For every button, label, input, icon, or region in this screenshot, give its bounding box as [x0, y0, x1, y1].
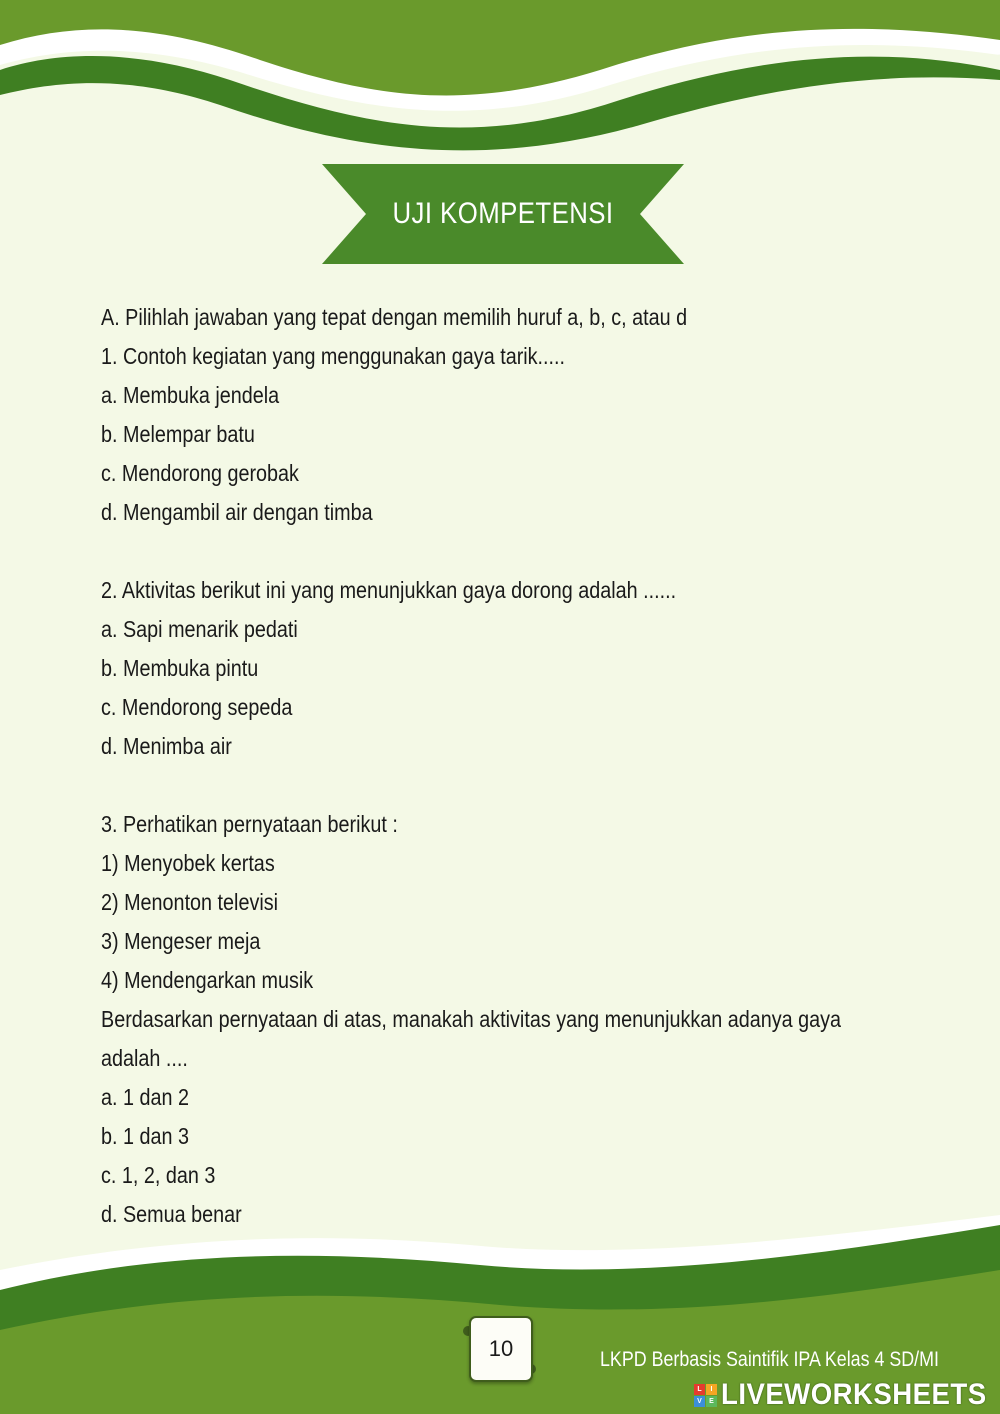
question-2-option-d[interactable]: d. Menimba air	[101, 733, 232, 759]
worksheet-content	[101, 298, 901, 1234]
page-number: 10	[469, 1316, 533, 1382]
liveworksheets-logo-icon	[694, 1384, 717, 1407]
liveworksheets-wordmark: LIVEWORKSHEETS	[721, 1378, 987, 1411]
logo-letter-i: I	[706, 1384, 717, 1395]
question-3-option-b[interactable]: b. 1 dan 3	[101, 1123, 189, 1149]
question-3-option-d[interactable]: d. Semua benar	[101, 1201, 242, 1227]
question-2-option-a[interactable]: a. Sapi menarik pedati	[101, 616, 298, 642]
footer-caption: LKPD Berbasis Saintifik IPA Kelas 4 SD/MI	[600, 1348, 939, 1371]
question-3-statement-3: 3) Mengeser meja	[101, 928, 261, 954]
question-2-text: 2. Aktivitas berikut ini yang menunjukkan gaya dorong adalah ......	[101, 577, 677, 603]
question-3-prompt-line-2: adalah ....	[101, 1045, 188, 1071]
question-3-statement-2: 2) Menonton televisi	[101, 889, 279, 915]
section-title: UJI KOMPETENSI	[392, 197, 614, 230]
question-3-option-a[interactable]: a. 1 dan 2	[101, 1084, 189, 1110]
spacer	[101, 532, 901, 571]
question-3-text: 3. Perhatikan pernyataan berikut :	[101, 811, 398, 837]
question-3-prompt-line-1: Berdasarkan pernyataan di atas, manakah aktivitas yang menunjukkan adanya gaya	[101, 1006, 842, 1032]
question-1-option-b[interactable]: b. Melempar batu	[101, 421, 255, 447]
question-2-option-b[interactable]: b. Membuka pintu	[101, 655, 259, 681]
question-3-statement-1: 1) Menyobek kertas	[101, 850, 275, 876]
question-2-option-c[interactable]: c. Mendorong sepeda	[101, 694, 293, 720]
question-1-option-c[interactable]: c. Mendorong gerobak	[101, 460, 299, 486]
question-1-option-a[interactable]: a. Membuka jendela	[101, 382, 280, 408]
logo-letter-e: E	[706, 1396, 717, 1407]
question-3-option-c[interactable]: c. 1, 2, dan 3	[101, 1162, 216, 1188]
question-3-statement-4: 4) Mendengarkan musik	[101, 967, 314, 993]
question-1-option-d[interactable]: d. Mengambil air dengan timba	[101, 499, 373, 525]
spacer	[101, 766, 901, 805]
question-1-text: 1. Contoh kegiatan yang menggunakan gaya tarik.....	[101, 343, 566, 369]
logo-letter-v: V	[694, 1396, 705, 1407]
instruction-text: A. Pilihlah jawaban yang tepat dengan memilih huruf a, b, c, atau d	[101, 304, 688, 330]
logo-letter-l: L	[694, 1384, 705, 1395]
liveworksheets-logo	[694, 1378, 1000, 1412]
